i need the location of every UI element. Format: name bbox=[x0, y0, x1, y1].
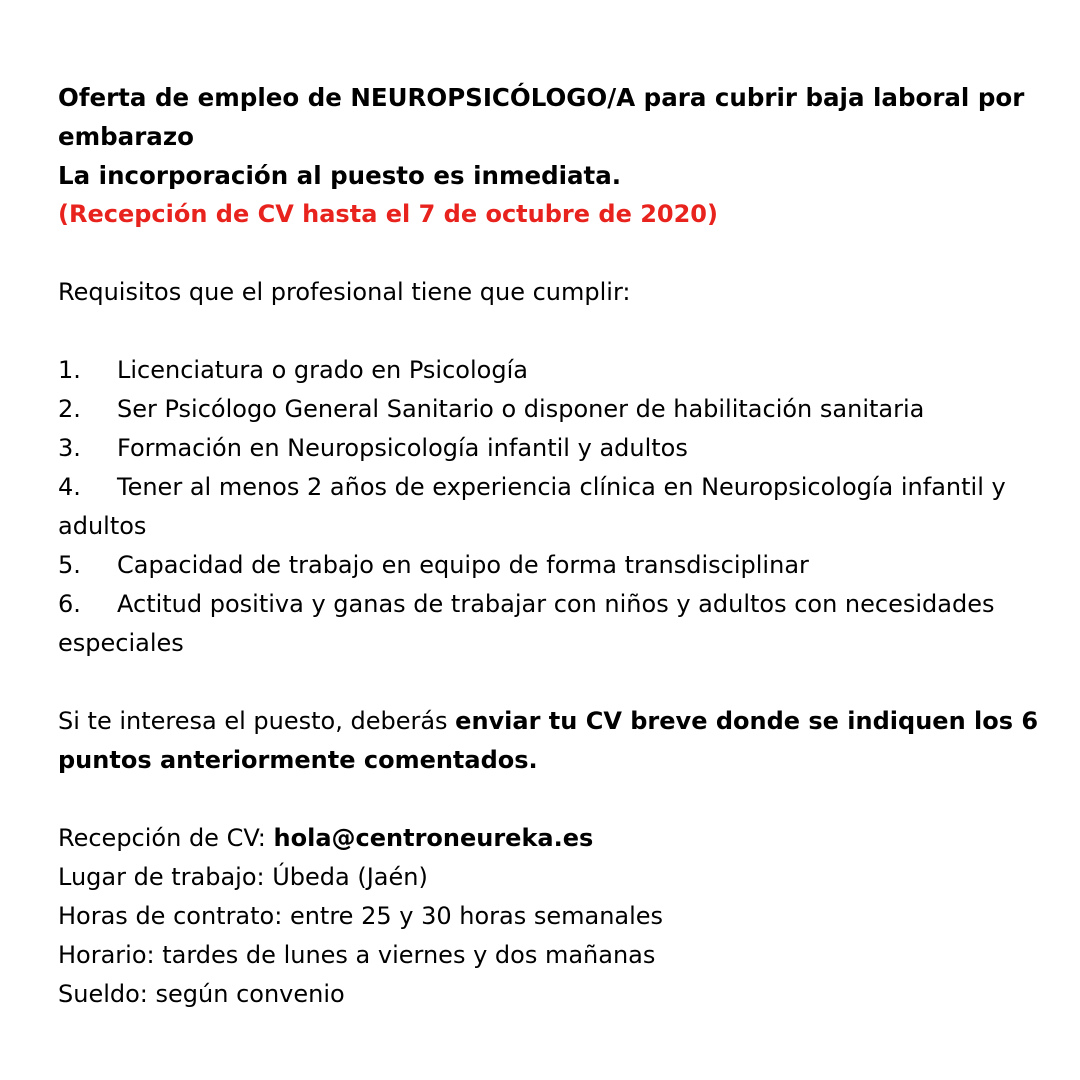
offer-title: Oferta de empleo de NEUROPSICÓLOGO/A para cubrir baja laboral por embarazo bbox=[58, 83, 1025, 151]
instructions-emphasis: enviar tu CV breve donde se indiquen los 6 puntos anteriormente comentados. bbox=[58, 707, 1039, 774]
spacer bbox=[58, 663, 1058, 702]
instructions-text: Si te interesa el puesto, deberás bbox=[58, 707, 456, 735]
item-number: 4. bbox=[58, 473, 81, 501]
requirements-list bbox=[58, 351, 1058, 663]
item-text: Capacidad de trabajo en equipo de forma transdisciplinar bbox=[117, 551, 809, 579]
contract-hours: Horas de contrato: entre 25 y 30 horas semanales bbox=[58, 902, 664, 930]
list-item bbox=[58, 585, 1058, 663]
work-location: Lugar de trabajo: Úbeda (Jaén) bbox=[58, 863, 428, 891]
cv-contact-line bbox=[58, 819, 1058, 858]
spacer bbox=[58, 234, 1058, 273]
item-number: 2. bbox=[58, 395, 81, 423]
item-text: Ser Psicólogo General Sanitario o disponer de habilitación sanitaria bbox=[117, 395, 925, 423]
item-text: Licenciatura o grado en Psicología bbox=[117, 356, 528, 384]
cv-contact-label: Recepción de CV: bbox=[58, 824, 274, 852]
item-number: 1. bbox=[58, 356, 81, 384]
list-item bbox=[58, 351, 1058, 390]
list-item bbox=[58, 546, 1058, 585]
spacer bbox=[58, 312, 1058, 351]
job-offer-document bbox=[58, 78, 1058, 1014]
item-number: 3. bbox=[58, 434, 81, 462]
requirements-intro: Requisitos que el profesional tiene que cumplir: bbox=[58, 278, 631, 306]
item-text: Formación en Neuropsicología infantil y adultos bbox=[117, 434, 688, 462]
list-item bbox=[58, 429, 1058, 468]
spacer bbox=[58, 780, 1058, 819]
list-item bbox=[58, 468, 1058, 546]
application-instructions bbox=[58, 702, 1058, 780]
item-text: Tener al menos 2 años de experiencia clínica en Neuropsicología infantil y adultos bbox=[58, 473, 1006, 540]
work-schedule: Horario: tardes de lunes a viernes y dos mañanas bbox=[58, 941, 656, 969]
cv-deadline: (Recepción de CV hasta el 7 de octubre de 2020) bbox=[58, 200, 718, 228]
start-notice: La incorporación al puesto es inmediata. bbox=[58, 161, 622, 190]
salary: Sueldo: según convenio bbox=[58, 980, 345, 1008]
contact-email[interactable]: hola@centroneureka.es bbox=[273, 824, 594, 852]
item-number: 5. bbox=[58, 551, 81, 579]
item-text: Actitud positiva y ganas de trabajar con niños y adultos con necesidades especiales bbox=[58, 590, 995, 657]
item-number: 6. bbox=[58, 590, 81, 618]
list-item bbox=[58, 390, 1058, 429]
